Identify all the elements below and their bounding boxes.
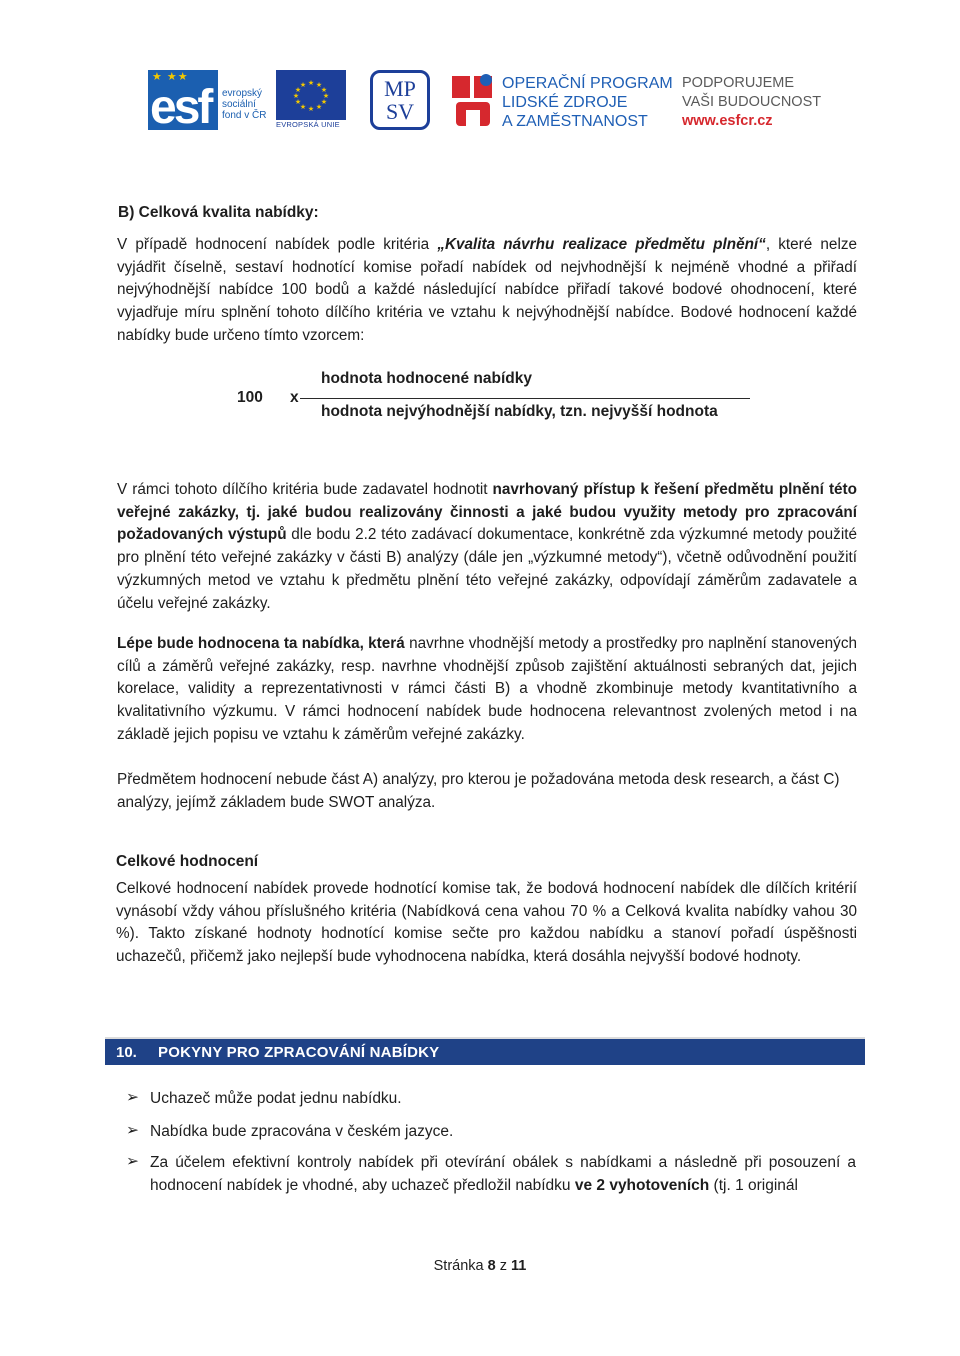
mpsv-top: MP [384,76,416,101]
overall-evaluation-heading: Celkové hodnocení [116,853,259,870]
svg-text:★: ★ [315,81,323,89]
svg-text:★: ★ [307,79,315,87]
section-10-bar [105,1037,865,1065]
page-footer: Stránka 8 z 11 [433,1258,527,1274]
mpsv-bottom: SV [385,99,415,124]
eu-stars-icon [289,79,333,111]
arrow-bullet-icon: ➢ [126,1153,139,1170]
eu-label: EVROPSKÁ UNIE [276,120,340,129]
svg-text:★: ★ [294,86,302,94]
paragraph-excluded-parts: Předmětem hodnocení nebude část A) analýzy, pro kterou je požadována metoda desk research, a část C) analýzy, jejímž základem bude SWOT analýza. [117,771,840,811]
esf-badge [148,70,218,134]
op-logo [452,70,824,132]
op-url-link[interactable]: www.esfcr.cz [682,113,773,129]
svg-text:★: ★ [320,98,328,106]
svg-text:★: ★ [299,103,307,111]
arrow-bullet-icon: ➢ [126,1089,139,1106]
list-item: Uchazeč může podat jednu nabídku. [150,1090,402,1107]
svg-text:★: ★ [307,105,315,111]
paragraph-better-offer: Lépe bude hodnocena ta nabídka, která navrhne vhodnější metody a prostředky pro naplnění stanovených cílů a záměrů veřejné zakázky, resp. navrhne vhodnější způsob zajištění aktuálnosti sebraných dat, jejich korelace, validity a reprezentativnosti v rámci části B) a vhodně zkombinuje metody kvantitativního a kvalitativního výzkumu. V rámci hodnocení nabídek bude hodnocena relevantnost zvolených metod i na základě jejich popisu ve vztahu k záměrům veřejné zakázky. [117,635,857,743]
eu-flag-icon [276,70,346,120]
svg-text:★: ★ [320,86,328,94]
svg-text:★: ★ [315,103,323,111]
page-number: 8 [487,1258,496,1274]
op-person-icon [452,72,494,128]
esf-logo [148,70,346,134]
formula-denominator: hodnota nejvýhodnější nabídky, tzn. nejvyšší hodnota [321,403,718,420]
formula-factor: 100 [237,389,263,406]
esf-stars-icon: ★ ★★ [152,71,189,83]
paragraph-criteria-intro: V případě hodnocení nabídek podle kritéria „Kvalita návrhu realizace předmětu plnění“, které nelze vyjádřit číselně, sestaví hodnotící komise pořadí nabídek od nejvhodnější k nejméně vhodné a přiřadí nejvýhodnější nabídce 100 bodů a každé následující nabídce přiřadí takové bodové ohodnocení, které vyjadřuje míru splnění tohoto dílčího kritéria ve vztahu k nejvýhodnější nabídce. Bodové hodnocení každé nabídky bude určeno tímto vzorcem: [117,236,857,344]
arrow-bullet-icon: ➢ [126,1122,139,1139]
svg-text:★: ★ [322,92,330,100]
svg-text:★: ★ [294,98,302,106]
paragraph-evaluation-scope: V rámci tohoto dílčího kritéria bude zadavatel hodnotit navrhovaný přístup k řešení předmětu plnění této veřejné zakázky, tj. jaké budou realizovány činnosti a jaké budou využity metody pro zpracování požadovaných výstupů dle bodu 2.2 této zadávací dokumentace, konkrétně zda výzkumné metody použité pro plnění této veřejné zakázky v části B) analýzy (dále jen „výzkumné metody“), včetně odůvodnění použití výzkumných metod ve vztahu k předmětu plnění této veřejné zakázky, odpovídají záměrům zadavatele a účelu veřejné zakázky. [117,481,857,612]
list-item: Za účelem efektivní kontroly nabídek při otevírání obálek s nabídkami a následně při posouzení a hodnocení nabídek je vhodné, aby uchazeč předložil nabídku ve 2 vyhotoveních (tj. 1 originál [150,1154,856,1194]
svg-text:★: ★ [299,81,307,89]
mpsv-logo [370,70,430,130]
svg-text:★: ★ [292,92,300,100]
formula-numerator: hodnota hodnocené nabídky [321,370,532,387]
esf-subtitle: evropský sociální fond v ČR [222,88,267,121]
paragraph-overall-evaluation: Celkové hodnocení nabídek provede hodnotící komise tak, že bodová hodnocení nabídek dle dílčích kritérií vynásobí vždy váhou příslušného kritéria (Nabídková cena vahou 70 % a Celková kvalita nabídky vahou 30 %). Takto získané hodnoty hodnotící komise sečte pro každou nabídku a stanoví pořadí úspěšnosti uchazečů, přičemž jako nejlepší bude vyhodnocena nabídka, která dosáhla nejvyšší bodové hodnoty. [116,880,857,966]
section-b-heading: B) Celková kvalita nabídky: [118,204,319,221]
formula-operator: x [290,389,299,406]
page-total: 11 [511,1258,527,1274]
op-slogan: PODPORUJEME VAŠI BUDOUCNOST www.esfcr.cz [682,75,822,129]
section-10-number: 10. [116,1044,137,1061]
list-item: Nabídka bude zpracována v českém jazyce. [150,1123,454,1140]
esf-letters: esf [150,81,211,134]
section-10-title: POKYNY PRO ZPRACOVÁNÍ NABÍDKY [158,1044,440,1061]
op-program-name: OPERAČNÍ PROGRAM LIDSKÉ ZDROJE A ZAMĚSTNANOST [502,75,673,130]
formula-fraction-line [300,398,750,399]
